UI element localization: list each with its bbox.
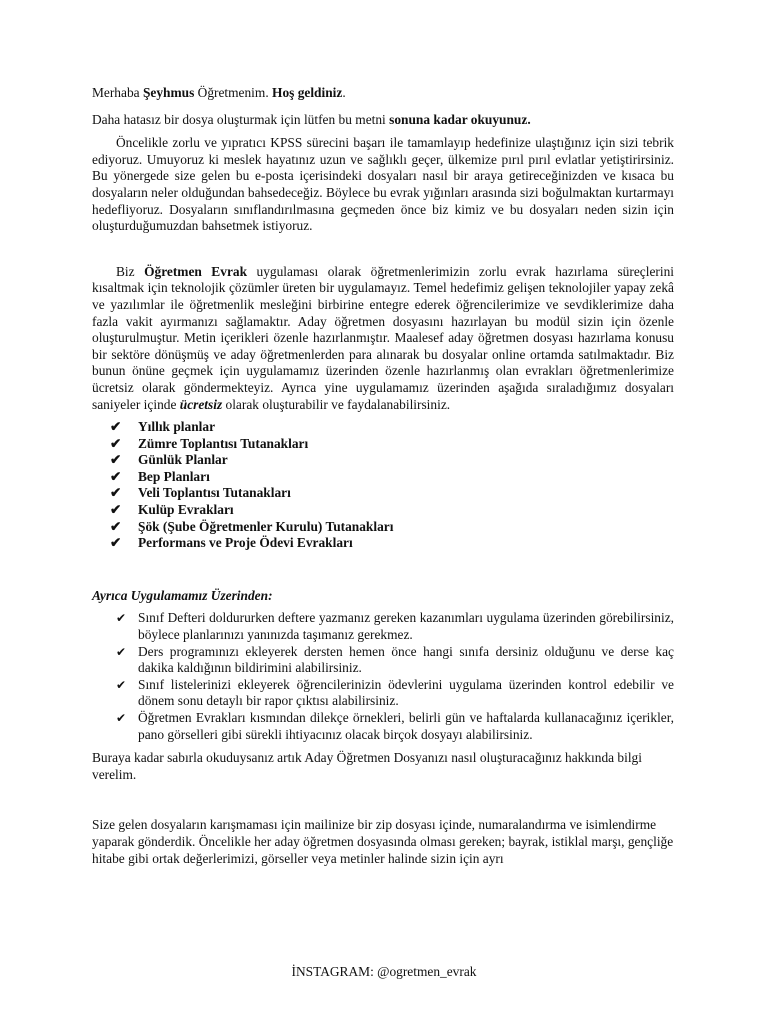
about-paragraph — [92, 264, 674, 413]
list-item-label: Bep Planları — [138, 468, 210, 484]
read-note-text: Daha hatasız bir dosya oluşturmak için lütfen bu metni — [92, 111, 390, 127]
checkmark-icon: ✔ — [110, 518, 122, 534]
list-item — [110, 452, 674, 469]
about-text: Biz — [116, 263, 145, 279]
files-paragraph: Size gelen dosyaların karışmaması için mailinize bir zip dosyası içinde, numaralandırma ve isimlendirme yaparak gönderdik. Öncelikle her aday öğretmen dosyasında olması gereken; bayrak, istiklal marşı, gençliğe hitabe gibi ortak değerlerimizi, görseller veya metinler halinde sizin için ayrı — [92, 817, 674, 866]
feature-text: Öğretmen Evrakları kısmından dilekçe örnekleri, belirli gün ve haftalarda kullanacağınız içerikler, pano görselleri gibi sürekli ihtiyacınız olacak birçok dosyayı alabilirsiniz. — [138, 710, 674, 742]
checkmark-icon: ✔ — [110, 535, 122, 551]
checkmark-icon: ✔ — [116, 644, 127, 659]
document-body — [92, 85, 674, 867]
list-item-label: Zümre Toplantısı Tutanakları — [138, 435, 309, 451]
feature-item — [116, 710, 674, 743]
greeting-text: . — [342, 85, 346, 100]
feature-item — [116, 677, 674, 710]
greeting-text: Öğretmenim. — [194, 85, 273, 100]
list-item — [110, 485, 674, 502]
feature-text: Sınıf Defteri doldururken deftere yazmanız gereken kazanımları uygulama üzerinden görebilirsiniz, böylece planlarınızı yanınızda taşımanız gerekmez. — [138, 610, 674, 643]
checkmark-icon: ✔ — [116, 611, 127, 626]
feature-text: Ders programınızı ekleyerek dersten hemen önce hangi sınıfa dersiniz olduğunu ve derse kaç dakika kaldığının bildirimini alabilirsiniz. — [138, 643, 674, 676]
feature-text: Sınıf listelerinizi ekleyerek öğrencilerinizin ödevlerini uygulama üzerinden kontrol edebilir ve dönem sonu detaylı bir rapor çıktısı alabilirsiniz. — [138, 676, 674, 709]
list-item-label: Günlük Planlar — [138, 452, 228, 468]
list-item-label: Şök (Şube Öğretmenler Kurulu) Tutanakları — [138, 518, 394, 534]
checkmark-icon: ✔ — [110, 468, 122, 484]
checkmark-icon: ✔ — [116, 677, 127, 692]
features-heading: Ayrıca Uygulamamız Üzerinden: — [92, 587, 273, 603]
greeting-line — [92, 85, 674, 102]
list-item — [110, 469, 674, 486]
feature-item — [116, 610, 674, 643]
list-item — [110, 502, 674, 519]
checkmark-icon: ✔ — [110, 435, 122, 451]
transition-paragraph: Buraya kadar sabırla okuduysanız artık Aday Öğretmen Dosyanızı nasıl oluşturacağınız hakkında bilgi verelim. — [92, 750, 642, 782]
teacher-name: Şeyhmus — [142, 85, 195, 100]
list-item — [110, 519, 674, 536]
intro-paragraph: Öncelikle zorlu ve yıpratıcı KPSS sürecini başarı ile tamamlayıp hedefinize ulaştığınız için sizi tebrik ediyoruz. Umuyoruz ki meslek hayatınız uzun ve sağlıklı geçer, ülkemize pırıl pırıl evlatlar yetiştirirsiniz. Bu yönergede size gelen bu e-posta içerisindeki dosyaları nasıl bir araya getireceğinizden ve kısaca bu dosyaların neler olduğundan bahsedeceğiz. Böylece bu evrak yığınları arasında sizi boğulmaktan kurtarmayı hedefliyoruz. Dosyaların sınıflandırılmasına geçmeden önce biz kimiz ve bu dosyaları neden sizin için oluşturduğumuzdan bahsetmek istiyoruz. — [92, 135, 674, 234]
spacer — [92, 783, 674, 817]
about-text: uygulaması olarak öğretmenlerimizin zorlu evrak hazırlama süreçlerini kısaltmak için teknolojik çözümler üreten bir uygulamayız. Temel hedefimiz gelişen teknolojiler yapay zekâ ve yazılımlar ile öğretmenlik mesleğini birbirine entegre ederek öğrencilerimize ve sevdiklerimize daha fazla vakit ayırmanızı sağlamaktır. Aday öğretmen dosyasını hazırlayan bu modül sizin için özenle oluşturulmuştur. Metin içerikleri özenle hazırlanmıştır. Maalesef aday öğretmen dosyası hazırlama konusu bir sektöre dönüşmüş ve aday öğretmenlerden para alınarak bu dosyalar online ortamda satılmaktadır. Biz bunun önüne geçmek için uygulamamız üzerinden özenle hazırlanmış olan evrakları öğretmenlerimize ücretsiz olarak göndermekteyiz. Ayrıca yine uygulamamız üzerinden aşağıda sıraladığımız dosyaları saniyeler içinde — [92, 263, 674, 412]
welcome-text: Hoş geldiniz — [272, 85, 343, 100]
list-item — [110, 436, 674, 453]
list-item — [110, 535, 674, 552]
list-item-label: Yıllık planlar — [138, 419, 216, 435]
free-emphasis: ücretsiz — [179, 396, 223, 412]
checkmark-icon: ✔ — [110, 419, 122, 435]
list-item-label: Veli Toplantısı Tutanakları — [138, 485, 291, 501]
list-item — [110, 419, 674, 436]
features-list — [92, 610, 674, 743]
read-note-emphasis: sonuna kadar okuyunuz. — [389, 111, 531, 127]
checkmark-icon: ✔ — [110, 452, 122, 468]
greeting-text: Merhaba — [92, 85, 143, 100]
list-item-label: Performans ve Proje Ödevi Evrakları — [138, 535, 353, 551]
brand-name: Öğretmen Evrak — [144, 263, 248, 279]
read-note — [92, 112, 674, 129]
list-item-label: Kulüp Evrakları — [138, 502, 234, 518]
checkmark-icon: ✔ — [110, 502, 122, 518]
checkmark-icon: ✔ — [116, 711, 127, 725]
feature-item — [116, 644, 674, 677]
instagram-footer: İNSTAGRAM: @ogretmen_evrak — [291, 964, 477, 979]
checkmark-icon: ✔ — [110, 485, 122, 501]
about-text: olarak oluşturabilir ve faydalanabilirsiniz. — [222, 396, 451, 412]
spacer — [92, 235, 674, 264]
document-list — [92, 419, 674, 552]
